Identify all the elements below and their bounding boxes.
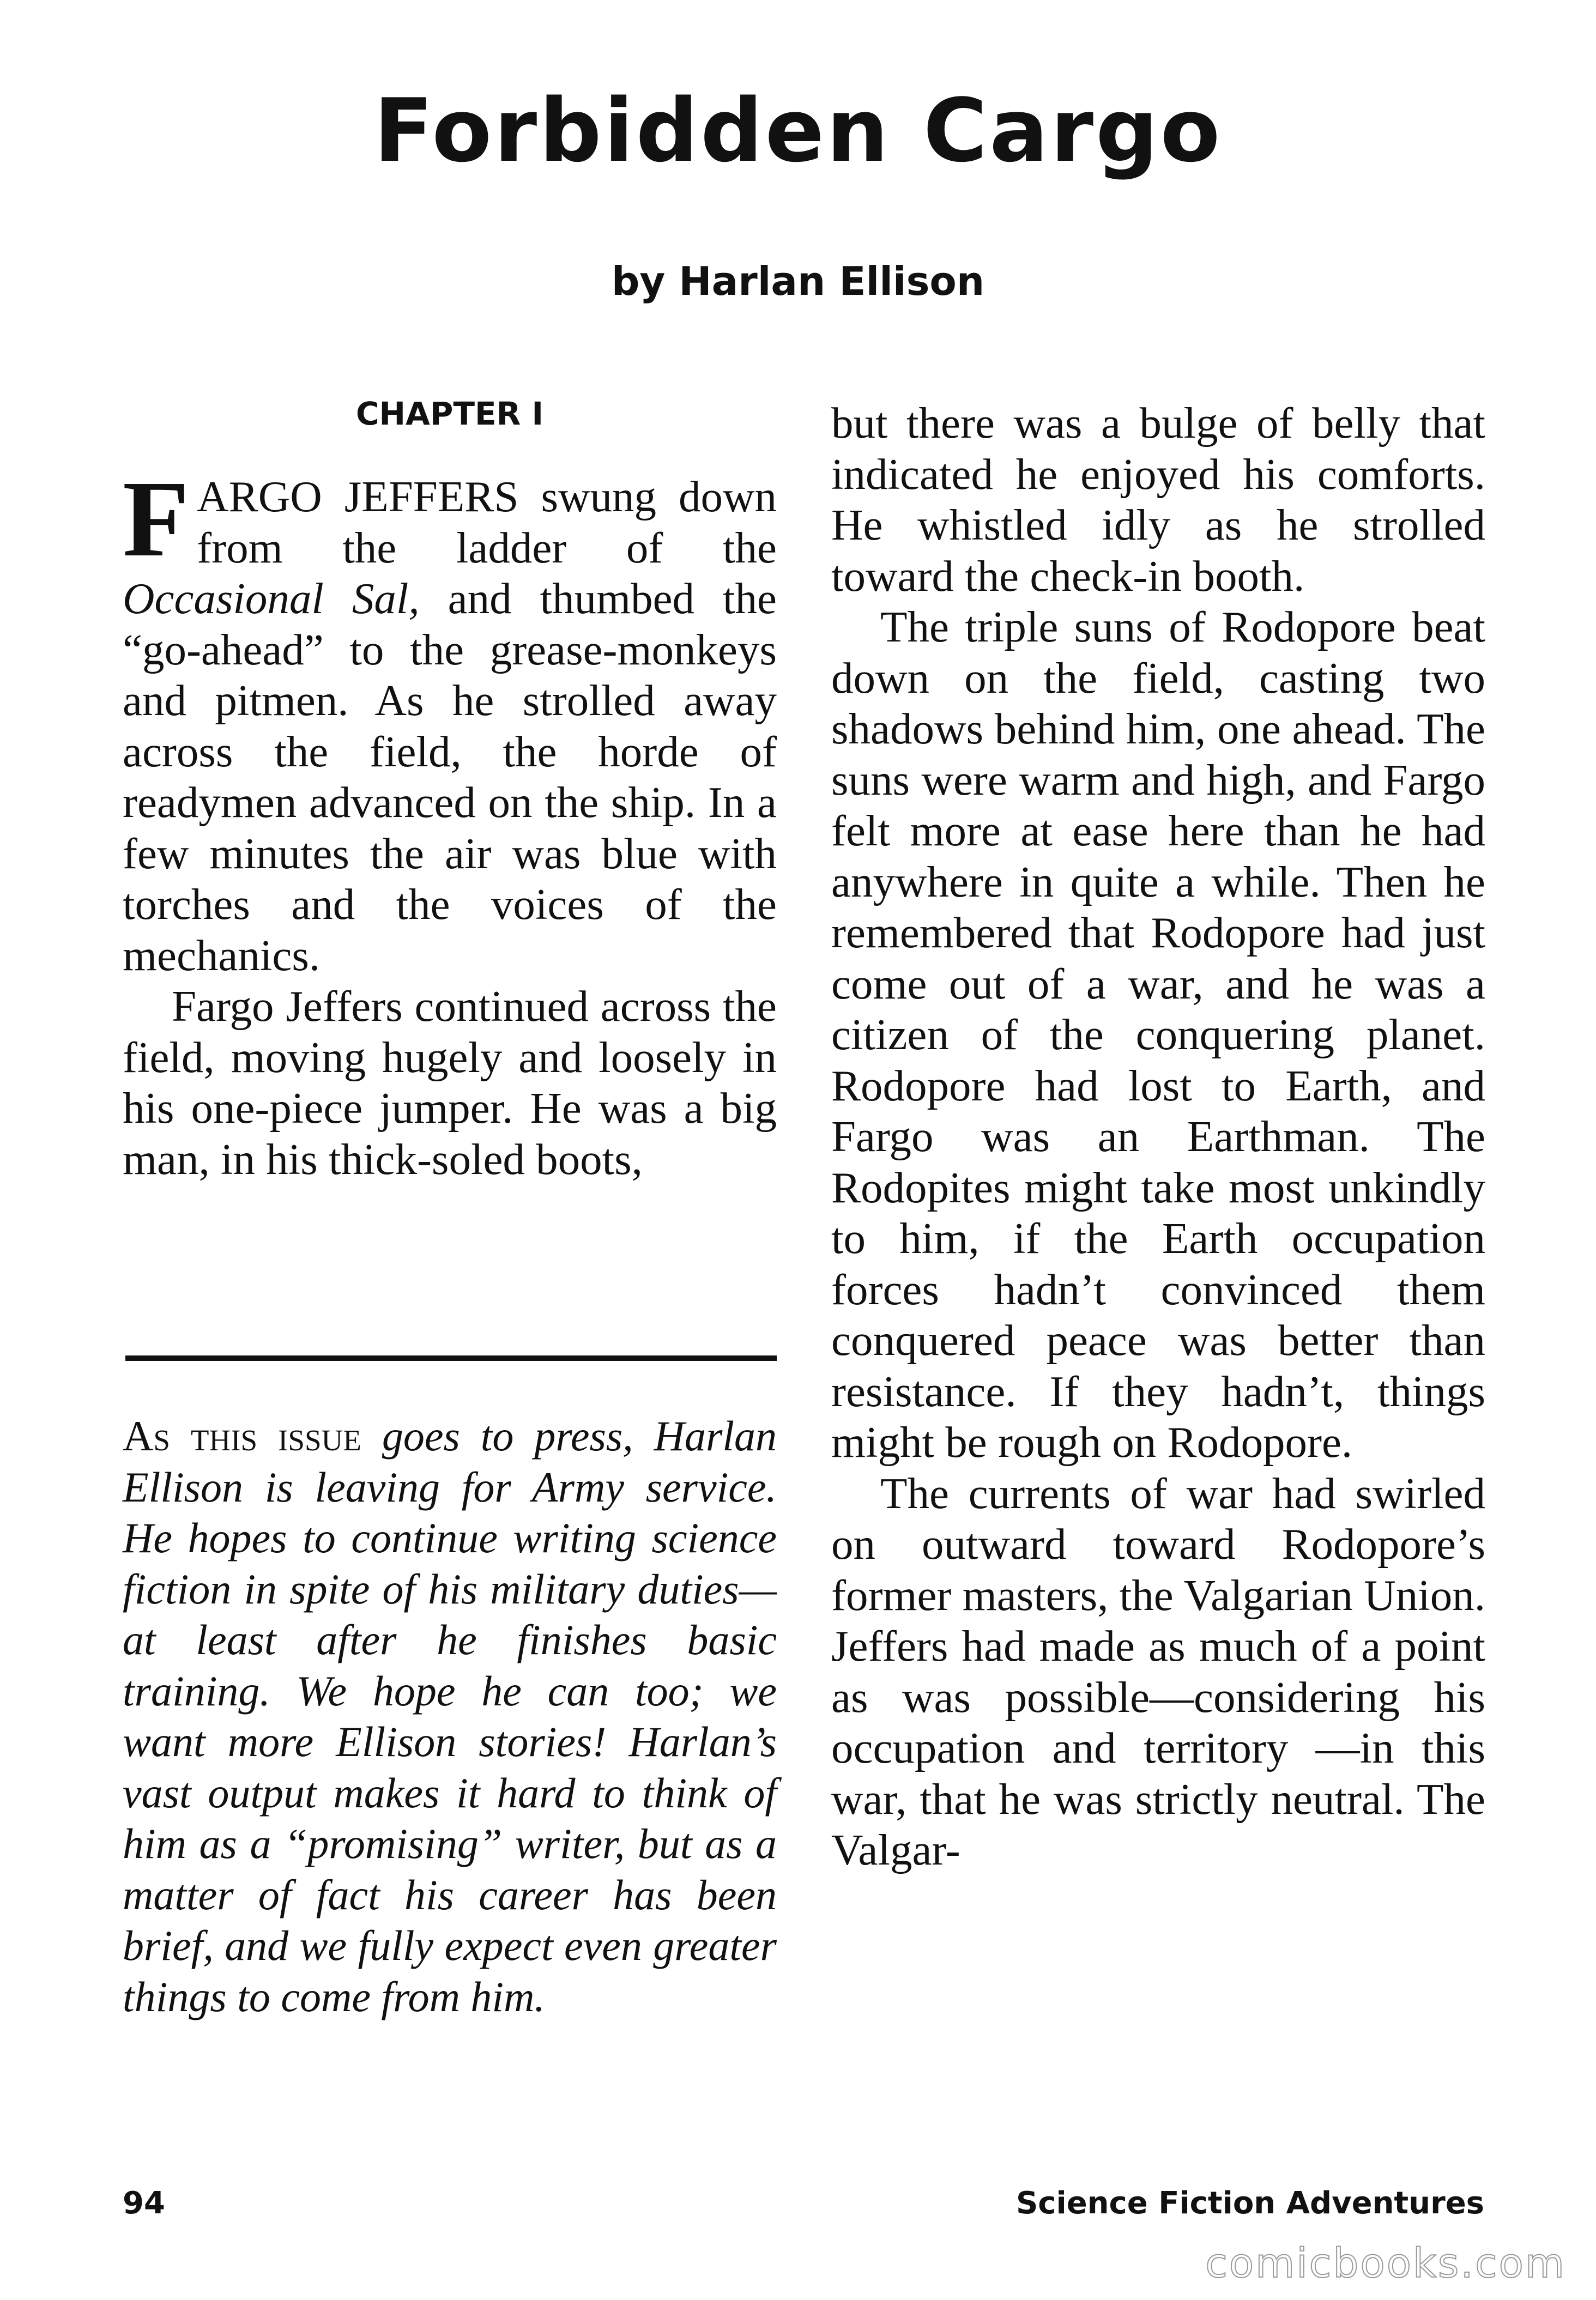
magazine-name: Science Fiction Adventures: [1015, 2186, 1484, 2221]
opening-text-a: swung down from the ladder of the: [197, 472, 777, 572]
right-paragraph-1: but there was a bulge of belly that indicated he enjoyed his comforts. He whistled idly as he strolled toward the check-in booth.: [831, 398, 1485, 601]
editor-note-lead: As this issue: [123, 1412, 361, 1460]
left-paragraph-2: Fargo Jeffers continued across the field, moving hugely and loosely in his one-piece jumper. He was a big man, in his thick-soled boots,: [123, 982, 777, 1184]
right-text-column: [831, 398, 1485, 1876]
drop-cap: F: [123, 459, 190, 579]
editor-note-text: goes to press, Harlan Ellison is leaving for Army service. He hopes to continue writing science fiction in spite of his military duties—at least after he finishes basic training. We hope he can too; we want more Ellison stories! Harlan’s vast output makes it hard to think of him as a “promising” writer, but as a matter of fact his career has been brief, and we fully expect even greater things to come from him.: [123, 1412, 777, 2020]
opening-text-b: and thumbed the “go-ahead” to the grease-monkeys and pitmen. As he strolled away across the field, the horde of readymen advanced on the ship. In a few minutes the air was blue with torches and the voices of the mechanics.: [123, 574, 777, 980]
author-byline: by Harlan Ellison: [611, 258, 985, 304]
section-divider: [125, 1355, 777, 1361]
right-paragraph-2: The triple suns of Rodopore beat down on the field, casting two shadows behind him, one ahead. The suns were warm and high, and Fargo felt more at ease here than he had anywhere in quite a while. Then he remembered that Rodopore had just come out of a war, and he was a citizen of the conquering planet. Rodopore had lost to Earth, and Fargo was an Earthman. The Rodopites might take most unkindly to him, if the Earth occupation forces hadn’t convinced them conquered peace was better than resistance. If they hadn’t, things might be rough on Rodopore.: [831, 602, 1485, 1467]
chapter-heading: CHAPTER I: [355, 395, 544, 432]
page-number: 94: [123, 2186, 165, 2221]
story-title: Forbidden Cargo: [373, 80, 1223, 181]
opening-paragraph: [123, 459, 777, 981]
left-text-column: [123, 459, 777, 1185]
editor-note: [123, 1411, 777, 2022]
watermark: comicbooks.com: [1205, 2240, 1566, 2287]
opening-small-caps: ARGO JEFFERS: [197, 472, 519, 521]
right-paragraph-3: The currents of war had swirled on outward toward Rodopore’s former masters, the Valgarian Union. Jeffers had made as much of a point as was possible—considering his occupation and territory —in this war, that he was strictly neutral. The Valgar-: [831, 1468, 1485, 1874]
ship-name: Occasional Sal,: [123, 574, 420, 623]
